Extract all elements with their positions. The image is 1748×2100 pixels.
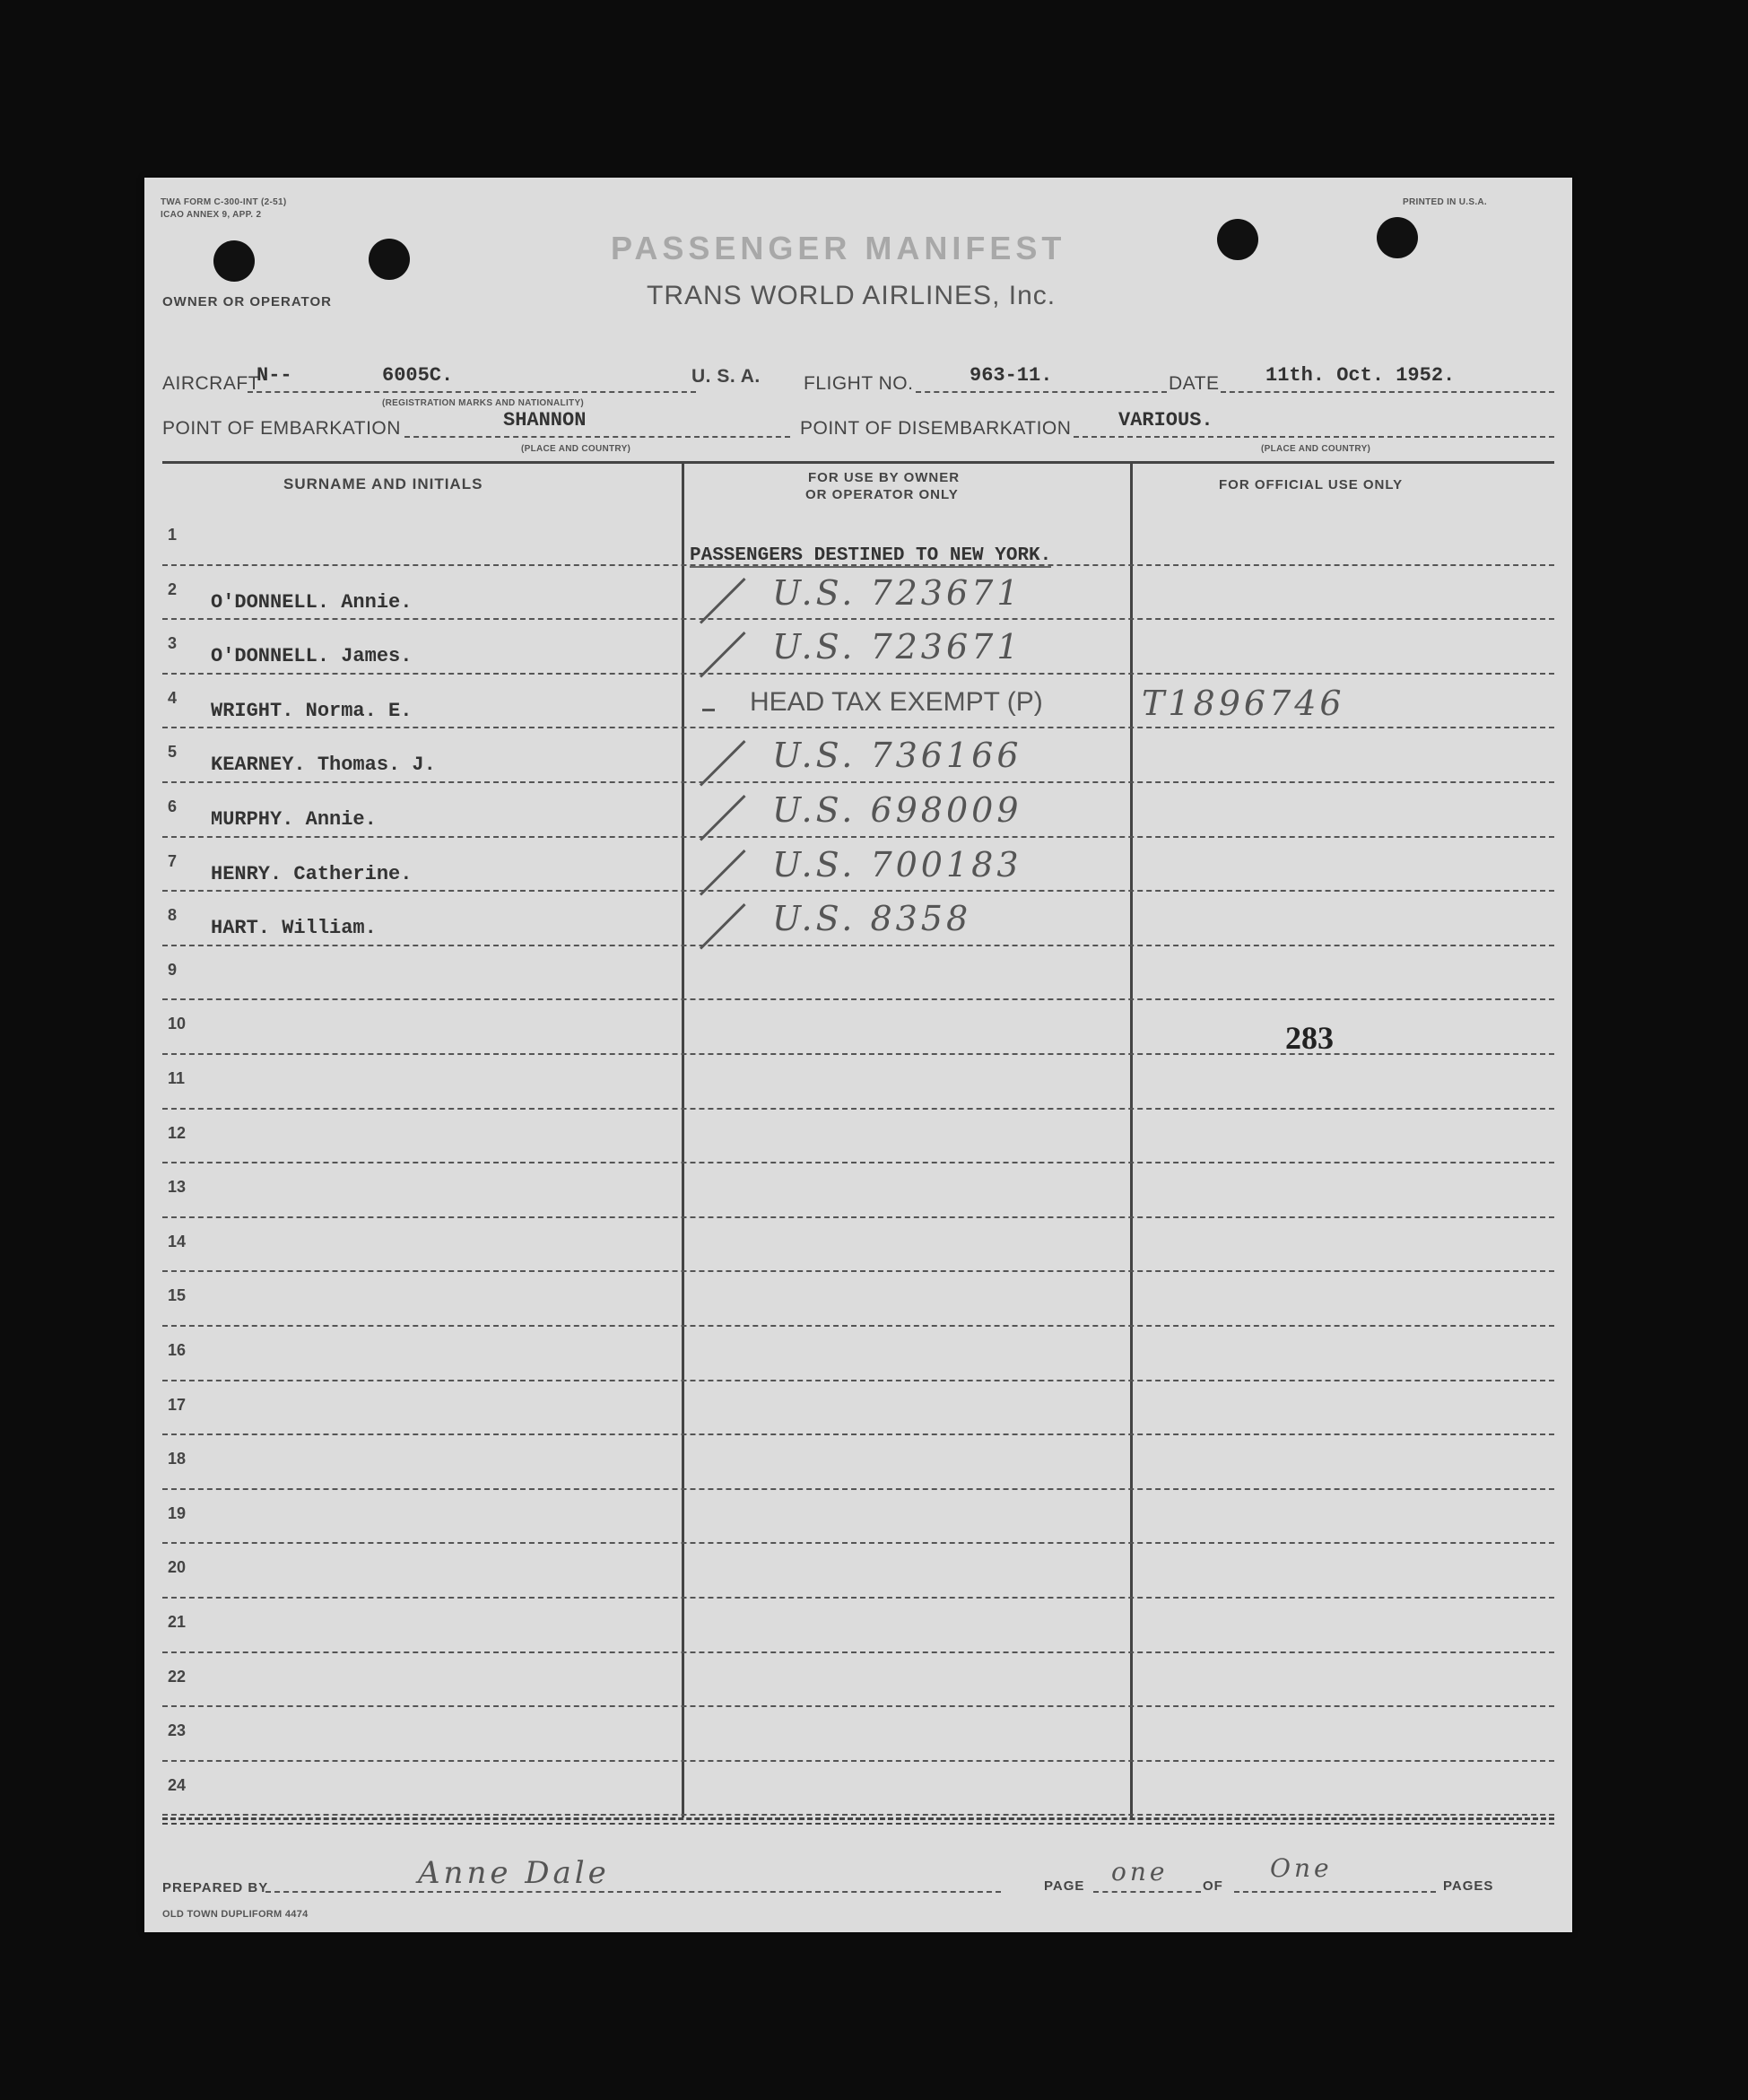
row-rule — [162, 836, 1554, 838]
row-rule — [162, 727, 1554, 728]
date-label: DATE — [1169, 373, 1220, 394]
check-mark — [700, 740, 746, 787]
row-rule — [162, 1270, 1554, 1272]
check-mark — [700, 903, 746, 950]
disembarkation-point: VARIOUS. — [1118, 409, 1213, 431]
row-number: 2 — [168, 579, 178, 598]
form-code-line2: ICAO ANNEX 9, APP. 2 — [161, 210, 262, 220]
col-header-operator-2: OR OPERATOR ONLY — [805, 487, 959, 502]
passenger-name: WRIGHT. Norma. E. — [211, 699, 413, 722]
passenger-name: HART. William. — [211, 917, 377, 940]
row-rule — [162, 1053, 1554, 1055]
embarkation-field — [404, 409, 790, 438]
row-number: 12 — [168, 1123, 187, 1142]
destined-note: PASSENGERS DESTINED TO NEW YORK. — [690, 545, 1052, 566]
col-header-official: FOR OFFICIAL USE ONLY — [1219, 477, 1404, 492]
passenger-name: MURPHY. Annie. — [211, 808, 377, 831]
row-rule — [162, 1814, 1554, 1816]
col-header-operator-1: FOR USE BY OWNER — [808, 470, 961, 485]
row-rule — [162, 1651, 1554, 1653]
passenger-name: O'DONNELL. James. — [211, 645, 413, 668]
punch-hole — [213, 240, 255, 282]
nationality: U. S. A. — [691, 366, 761, 387]
punch-hole — [1217, 219, 1258, 260]
row-rule — [162, 1108, 1554, 1110]
embarkation-point: SHANNON — [503, 409, 587, 431]
flight-field — [916, 364, 1167, 393]
place-note-disembark: (PLACE AND COUNTRY) — [1261, 444, 1371, 454]
row-rule — [162, 1380, 1554, 1381]
row-number: 5 — [168, 743, 178, 762]
operator-entry: U.S. 723671 — [772, 572, 1022, 613]
form-code-line1: TWA FORM C-300-INT (2-51) — [161, 197, 287, 207]
operator-entry: U.S. 8358 — [772, 899, 972, 939]
row-number: 13 — [168, 1178, 187, 1197]
passenger-name: HENRY. Catherine. — [211, 862, 413, 885]
aircraft-label: AIRCRAFT — [162, 373, 260, 394]
registration-note: (REGISTRATION MARKS AND NATIONALITY) — [382, 398, 585, 408]
row-rule — [162, 1705, 1554, 1707]
pages-label: PAGES — [1443, 1878, 1494, 1894]
row-number: 1 — [168, 526, 178, 544]
prepared-signature: Anne Dale — [418, 1855, 610, 1891]
airline-name: TRANS WORLD AIRLINES, Inc. — [647, 281, 1057, 310]
printer-note: OLD TOWN DUPLIFORM 4474 — [162, 1909, 309, 1920]
row-number: 4 — [168, 688, 178, 707]
prepared-by-field — [265, 1855, 1001, 1893]
row-rule — [162, 673, 1554, 675]
row-rule — [162, 1760, 1554, 1762]
owner-label: OWNER OR OPERATOR — [162, 294, 332, 309]
row-number: 16 — [168, 1341, 187, 1359]
row-number: 15 — [168, 1286, 187, 1305]
of-value: One — [1270, 1853, 1333, 1883]
operator-entry: HEAD TAX EXEMPT (P) — [750, 686, 1043, 717]
table-bottom-rule-2 — [162, 1823, 1554, 1825]
operator-entry: U.S. 723671 — [772, 627, 1022, 667]
stamp-number: 283 — [1285, 1020, 1334, 1056]
official-entry: T1896746 — [1142, 683, 1345, 723]
row-number: 23 — [168, 1721, 187, 1740]
row-number: 14 — [168, 1232, 187, 1250]
row-number: 6 — [168, 797, 178, 815]
disembarkation-label: POINT OF DISEMBARKATION — [800, 418, 1072, 439]
aircraft-registration: 6005C. — [382, 364, 454, 387]
column-divider — [1130, 463, 1133, 1817]
check-mark — [700, 850, 746, 896]
passenger-name: KEARNEY. Thomas. J. — [211, 754, 436, 777]
of-label: OF — [1203, 1878, 1223, 1894]
row-rule — [162, 998, 1554, 1000]
row-rule — [162, 890, 1554, 892]
form-title: PASSENGER MANIFEST — [611, 230, 1066, 266]
place-note-embark: (PLACE AND COUNTRY) — [521, 444, 631, 454]
row-rule — [162, 1433, 1554, 1435]
row-number: 20 — [168, 1558, 187, 1577]
row-rule — [162, 618, 1554, 620]
row-rule — [162, 1597, 1554, 1599]
row-number: 3 — [168, 634, 178, 653]
punch-hole — [369, 239, 410, 280]
aircraft-prefix: N-- — [257, 364, 292, 387]
row-number: 17 — [168, 1395, 187, 1414]
check-mark — [700, 578, 746, 624]
flight-label: FLIGHT NO. — [804, 373, 914, 394]
row-number: 10 — [168, 1015, 187, 1033]
date-field — [1221, 364, 1554, 393]
table-top-rule — [162, 461, 1554, 464]
row-number: 21 — [168, 1613, 187, 1631]
page-value: one — [1111, 1857, 1169, 1887]
row-rule — [162, 1162, 1554, 1163]
row-number: 18 — [168, 1450, 187, 1468]
printed-in: PRINTED IN U.S.A. — [1403, 197, 1487, 207]
passenger-name: O'DONNELL. Annie. — [211, 590, 413, 614]
flight-date: 11th. Oct. 1952. — [1265, 364, 1456, 387]
aircraft-field — [248, 364, 696, 393]
row-rule — [162, 1325, 1554, 1327]
table-bottom-rule — [162, 1817, 1554, 1820]
check-mark — [702, 709, 715, 711]
embarkation-label: POINT OF EMBARKATION — [162, 418, 401, 439]
manifest-sheet — [144, 178, 1572, 1932]
check-mark — [700, 632, 746, 678]
punch-hole — [1377, 217, 1418, 258]
row-number: 8 — [168, 906, 178, 925]
row-number: 24 — [168, 1775, 187, 1794]
disembarkation-field — [1074, 409, 1554, 438]
operator-entry: U.S. 700183 — [772, 844, 1022, 884]
row-rule — [162, 781, 1554, 783]
column-divider — [682, 463, 684, 1817]
check-mark — [700, 795, 746, 841]
row-rule — [162, 1542, 1554, 1544]
flight-number: 963-11. — [970, 364, 1053, 387]
row-rule — [162, 1216, 1554, 1218]
row-number: 19 — [168, 1503, 187, 1522]
row-number: 22 — [168, 1667, 187, 1686]
row-rule — [162, 1488, 1554, 1490]
row-rule — [162, 945, 1554, 946]
page-label: PAGE — [1044, 1878, 1085, 1894]
row-number: 11 — [168, 1069, 186, 1087]
page-field — [1093, 1857, 1201, 1893]
operator-entry: U.S. 736166 — [772, 736, 1022, 776]
prepared-by-label: PREPARED BY — [162, 1880, 269, 1895]
col-header-surname: SURNAME AND INITIALS — [283, 475, 483, 492]
operator-entry: U.S. 698009 — [772, 790, 1022, 830]
row-number: 7 — [168, 851, 178, 870]
of-field — [1234, 1853, 1436, 1893]
row-number: 9 — [168, 960, 178, 979]
